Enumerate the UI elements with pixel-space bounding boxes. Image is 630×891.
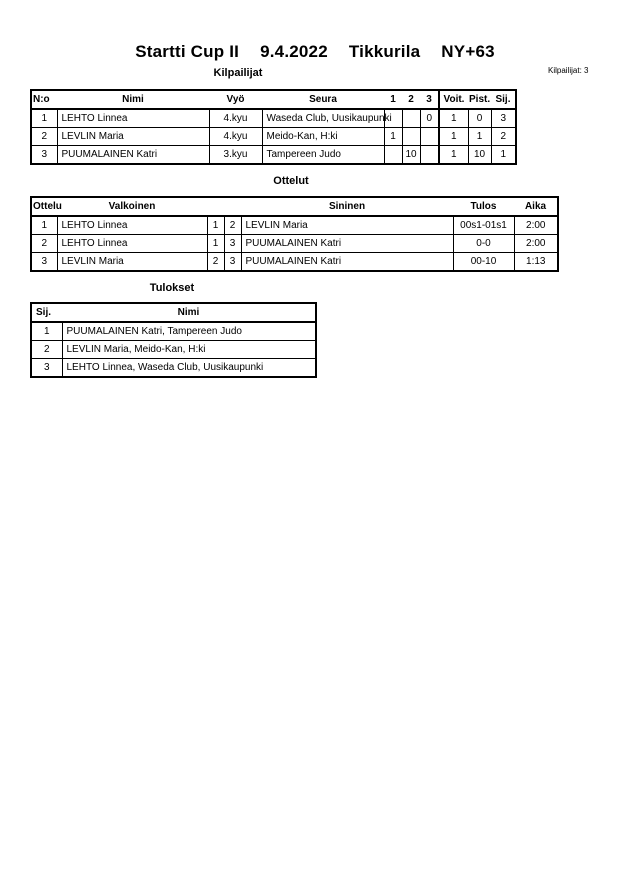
cell-match-number: 3 (31, 253, 57, 272)
cell-round2 (402, 128, 420, 146)
cell-round3: 0 (420, 109, 439, 128)
cell-result: 00s1-01s1 (453, 216, 514, 235)
col-header-round1: 1 (384, 90, 402, 109)
table-row (31, 235, 558, 253)
table-row (31, 359, 316, 378)
table-row (31, 341, 316, 359)
title-date: 9.4.2022 (260, 42, 328, 61)
page-title (0, 42, 630, 62)
cell-white-number: 1 (207, 216, 224, 235)
table-row (31, 216, 558, 235)
cell-blue-name: LEVLIN Maria (241, 216, 453, 235)
cell-place: 1 (31, 322, 62, 341)
results-table (30, 302, 317, 378)
col-header-points: Pist. (468, 90, 491, 109)
cell-match-number: 1 (31, 216, 57, 235)
competitors-count-label: Kilpailijat: 3 (548, 66, 589, 75)
cell-blue-number: 3 (224, 235, 241, 253)
table-row (31, 146, 516, 165)
col-header-name: Nimi (62, 303, 316, 322)
cell-round1: 1 (384, 128, 402, 146)
cell-club: Meido-Kan, H:ki (262, 128, 384, 146)
col-header-belt: Vyö (209, 90, 262, 109)
cell-points: 0 (468, 109, 491, 128)
col-header-name: Nimi (57, 90, 209, 109)
section-title-matches: Ottelut (273, 175, 309, 187)
cell-time: 2:00 (514, 216, 558, 235)
table-row (31, 253, 558, 272)
cell-result: 0-0 (453, 235, 514, 253)
cell-place: 3 (31, 359, 62, 378)
cell-white-name: LEHTO Linnea (57, 235, 207, 253)
cell-belt: 3.kyu (209, 146, 262, 165)
col-header-time: Aika (514, 197, 558, 216)
title-location: Tikkurila (348, 42, 421, 61)
col-header-blue-number (224, 197, 241, 216)
cell-place: 3 (491, 109, 516, 128)
cell-wins: 1 (439, 146, 468, 165)
cell-blue-number: 3 (224, 253, 241, 272)
cell-round2: 10 (402, 146, 420, 165)
table-row (31, 322, 316, 341)
matches-header-row (31, 197, 558, 216)
matches-table (30, 196, 559, 272)
cell-name: LEHTO Linnea (57, 109, 209, 128)
cell-name-club: LEVLIN Maria, Meido-Kan, H:ki (62, 341, 316, 359)
cell-name: LEVLIN Maria (57, 128, 209, 146)
cell-blue-name: PUUMALAINEN Katri (241, 235, 453, 253)
table-row (31, 109, 516, 128)
competitors-header-row (31, 90, 516, 109)
cell-name-club: PUUMALAINEN Katri, Tampereen Judo (62, 322, 316, 341)
cell-match-number: 2 (31, 235, 57, 253)
cell-points: 1 (468, 128, 491, 146)
cell-name-club: LEHTO Linnea, Waseda Club, Uusikaupunki (62, 359, 316, 378)
cell-belt: 4.kyu (209, 109, 262, 128)
cell-place: 2 (491, 128, 516, 146)
col-header-blue: Sininen (241, 197, 453, 216)
cell-result: 00-10 (453, 253, 514, 272)
section-title-results: Tulokset (149, 282, 195, 294)
cell-club: Tampereen Judo (262, 146, 384, 165)
col-header-result: Tulos (453, 197, 514, 216)
title-event-name: Startti Cup II (135, 42, 240, 61)
cell-wins: 1 (439, 128, 468, 146)
cell-number: 3 (31, 146, 57, 165)
cell-club: Waseda Club, Uusikaupunki (262, 109, 384, 128)
cell-place: 2 (31, 341, 62, 359)
cell-white-name: LEVLIN Maria (57, 253, 207, 272)
cell-round3 (420, 146, 439, 165)
title-category: NY+63 (441, 42, 495, 61)
cell-time: 1:13 (514, 253, 558, 272)
cell-white-number: 2 (207, 253, 224, 272)
cell-name: PUUMALAINEN Katri (57, 146, 209, 165)
cell-blue-number: 2 (224, 216, 241, 235)
cell-white-number: 1 (207, 235, 224, 253)
col-header-wins: Voit. (439, 90, 468, 109)
cell-round2 (402, 109, 420, 128)
col-header-white: Valkoinen (57, 197, 207, 216)
col-header-white-number (207, 197, 224, 216)
cell-number: 1 (31, 109, 57, 128)
col-header-club: Seura (262, 90, 384, 109)
col-header-place: Sij. (31, 303, 62, 322)
col-header-number: N:o (31, 90, 57, 109)
competitors-table (30, 89, 517, 165)
section-title-competitors: Kilpailijat (213, 67, 263, 79)
results-header-row (31, 303, 316, 322)
cell-number: 2 (31, 128, 57, 146)
cell-time: 2:00 (514, 235, 558, 253)
cell-place: 1 (491, 146, 516, 165)
cell-round1 (384, 146, 402, 165)
cell-white-name: LEHTO Linnea (57, 216, 207, 235)
col-header-round2: 2 (402, 90, 420, 109)
cell-belt: 4.kyu (209, 128, 262, 146)
table-row (31, 128, 516, 146)
cell-round3 (420, 128, 439, 146)
cell-wins: 1 (439, 109, 468, 128)
cell-points: 10 (468, 146, 491, 165)
col-header-match: Ottelu (31, 197, 57, 216)
cell-blue-name: PUUMALAINEN Katri (241, 253, 453, 272)
col-header-place: Sij. (491, 90, 516, 109)
col-header-round3: 3 (420, 90, 439, 109)
